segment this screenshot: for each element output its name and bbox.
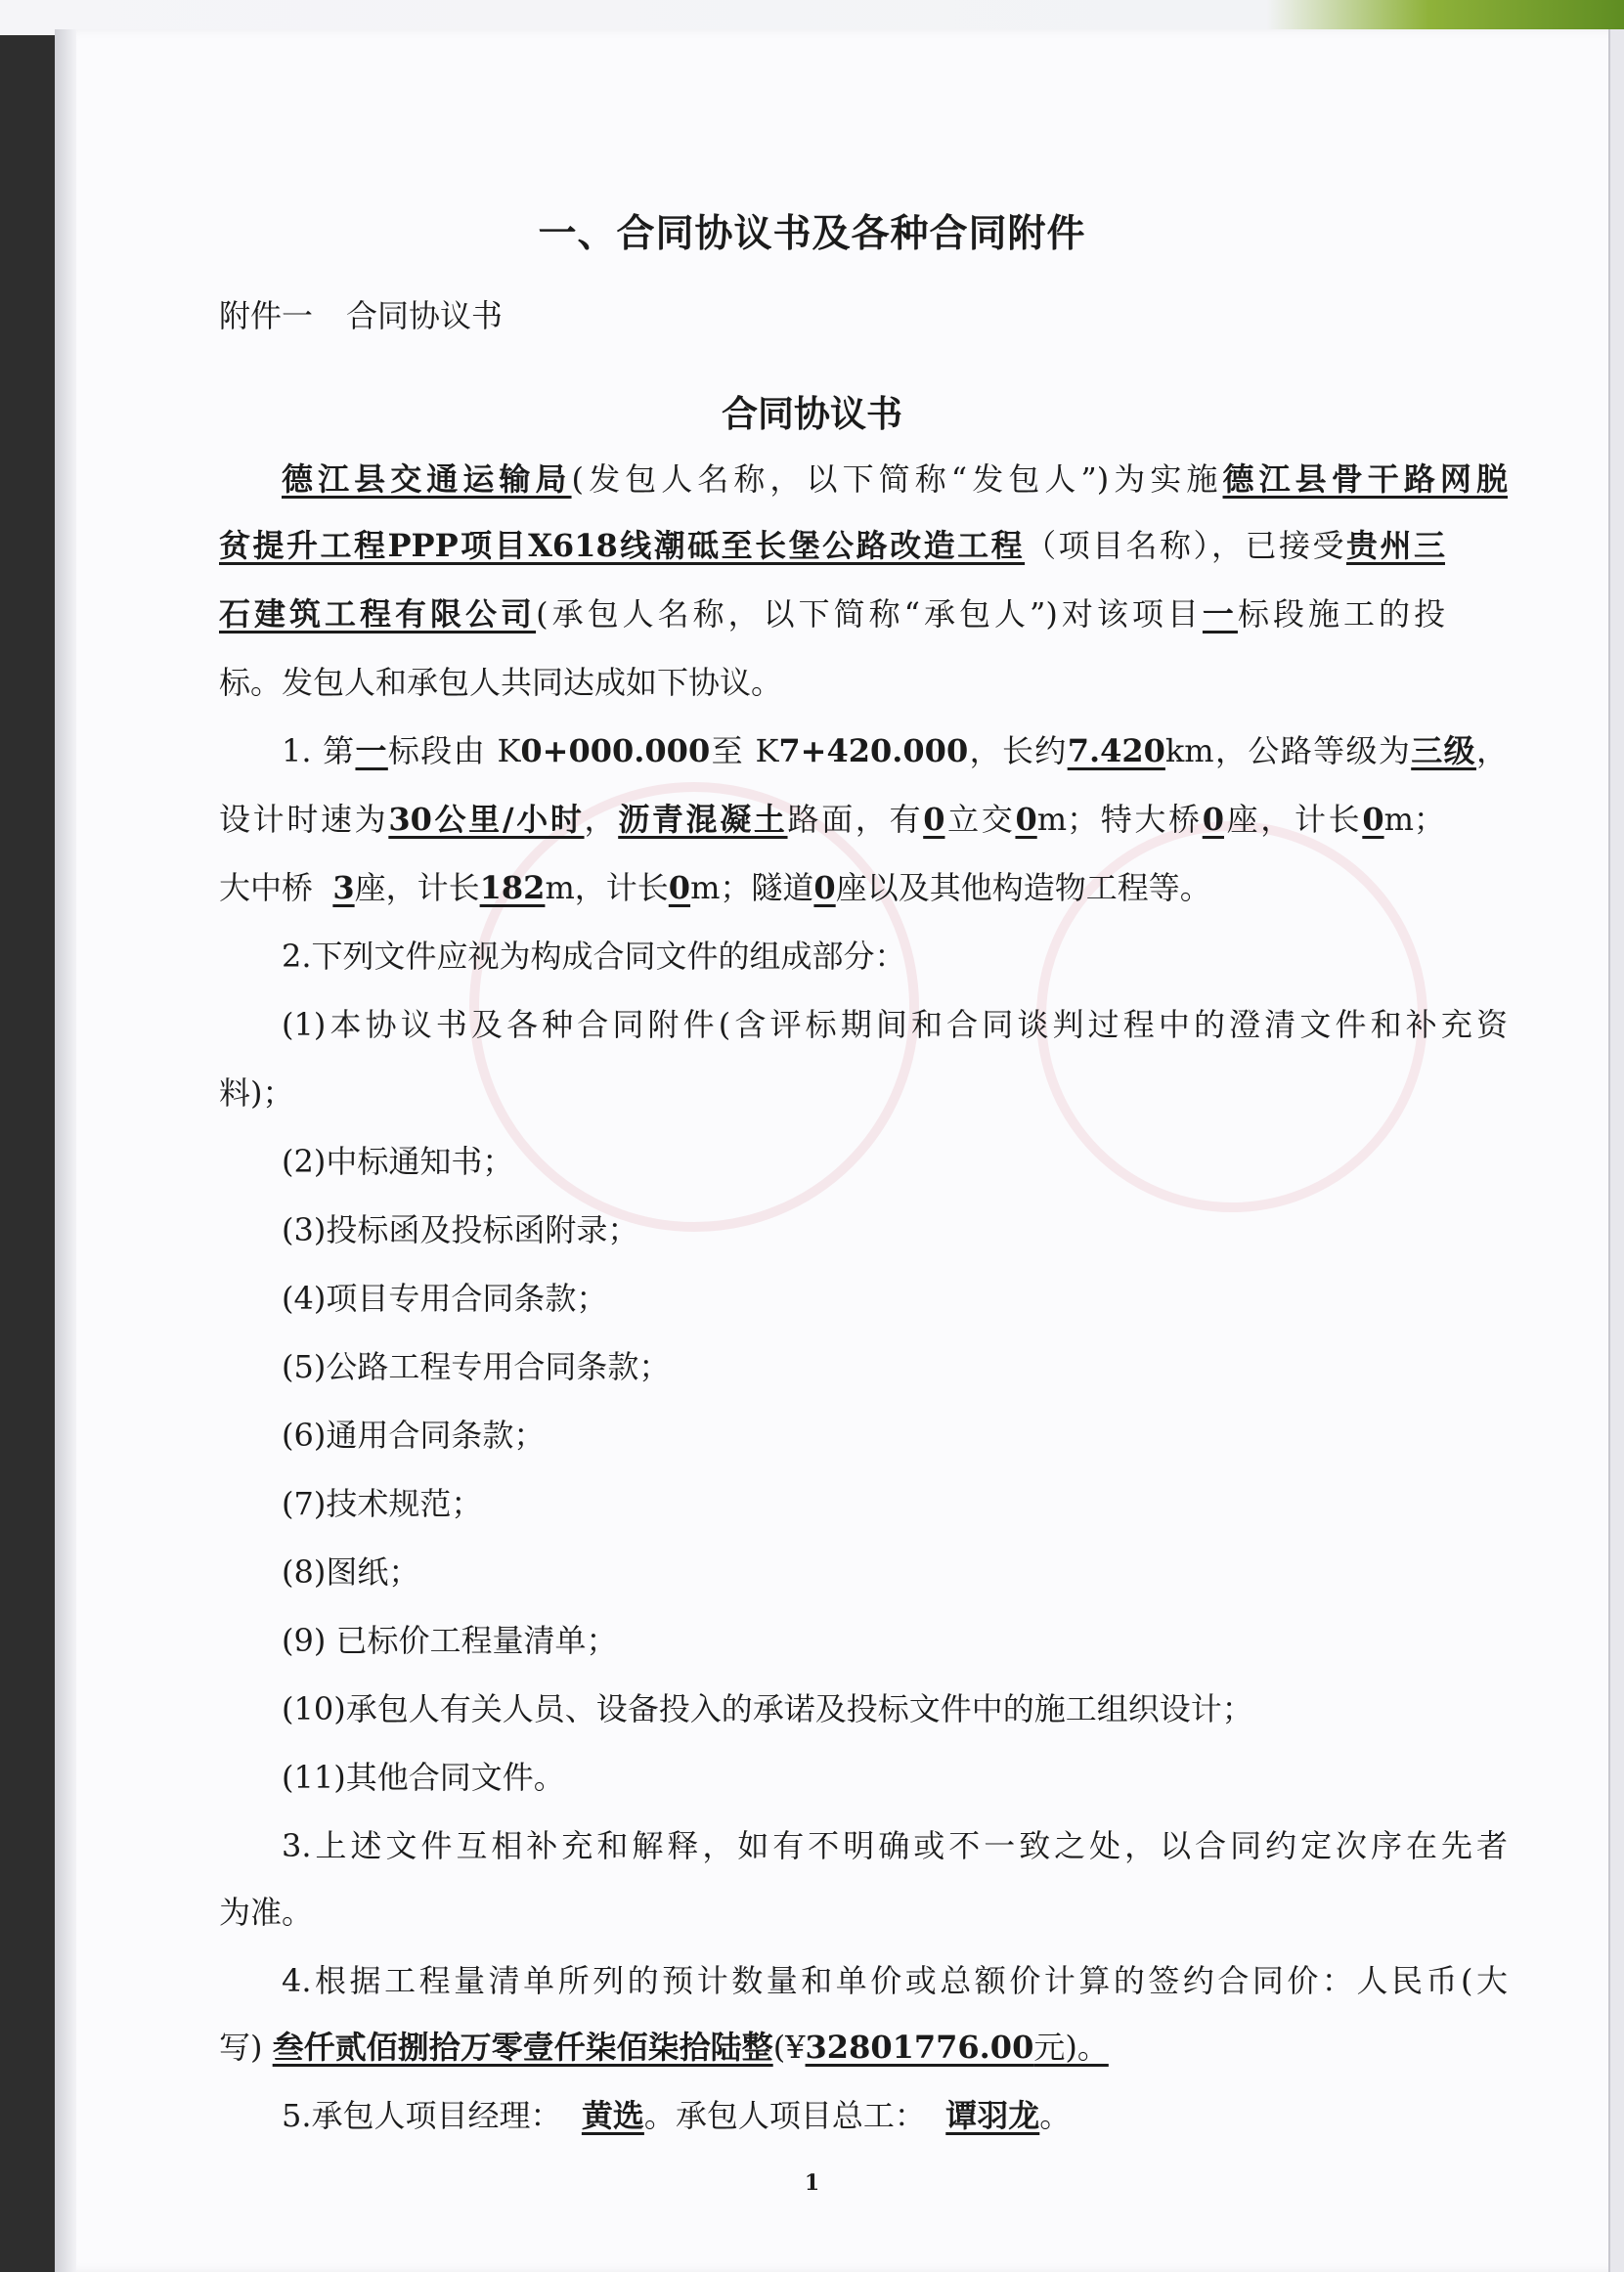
item-text: 标段由 K xyxy=(387,732,521,769)
item5-line xyxy=(219,2094,1508,2137)
item1-line-2 xyxy=(219,798,1445,841)
item-text: 写) xyxy=(219,2029,263,2066)
contract-doc-9: (9) 已标价工程量清单； xyxy=(282,1622,618,1659)
road-length: 7.420 xyxy=(1067,732,1165,769)
item4-line-2 xyxy=(219,2026,1445,2069)
item1-line-1 xyxy=(219,729,1508,772)
contract-doc-10: (10)承包人有关人员、设备投入的承诺及投标文件中的施工组织设计； xyxy=(282,1690,1253,1727)
end-chainage: 7+420.000 xyxy=(778,732,969,769)
contract-doc-4: (4)项目专用合同条款； xyxy=(282,1280,608,1317)
page-right-edge xyxy=(1608,29,1624,2272)
tunnel-count: 0 xyxy=(813,869,836,906)
contract-doc-3: (3)投标函及投标函附录； xyxy=(282,1211,639,1248)
item1-line-3 xyxy=(219,866,1445,909)
item-text: ， xyxy=(584,801,619,838)
item3-line-1: 3.上述文件互相补充和解释，如有不明确或不一致之处，以合同约定次序在先者 xyxy=(282,1827,1508,1864)
extra-large-bridge-count: 0 xyxy=(1202,801,1224,838)
item-text: 5.承包人项目经理： xyxy=(282,2097,562,2134)
item4-line-1: 4.根据工程量清单所列的预计数量和单价或总额价计算的签约合同价：人民币(大 xyxy=(282,1962,1508,1999)
intro-text: (发包人名称，以下简称“发包人”)为实施 xyxy=(571,460,1223,498)
contractor-name-part2: 石建筑工程有限公司 xyxy=(219,595,537,633)
item-text: m；隧道 xyxy=(690,869,814,906)
design-speed: 30公里/小时 xyxy=(388,801,585,838)
item-text: 设计时速为 xyxy=(219,801,389,838)
item-text: (¥ xyxy=(772,2029,806,2066)
item-text: 元)。 xyxy=(1033,2029,1109,2066)
contractor-name-part1: 贵州三 xyxy=(1346,527,1445,564)
contract-doc-2: (2)中标通知书； xyxy=(282,1143,514,1180)
other-length: 0 xyxy=(668,869,691,906)
item-text: 座，计长 xyxy=(354,869,480,906)
road-grade: 三级 xyxy=(1411,732,1476,769)
intro-text: （项目名称），已接受 xyxy=(1025,527,1346,564)
contract-price-words: 叁仟贰佰捌拾万零壹仟柒佰柒拾陆整 xyxy=(272,2029,773,2066)
intro-text: (承包人名称，以下简称“承包人”)对该项目 xyxy=(536,595,1203,633)
page-number: 1 xyxy=(804,2170,820,2196)
intro-line-1 xyxy=(219,458,1508,501)
chief-engineer-name: 谭羽龙 xyxy=(945,2097,1040,2134)
employer-name: 德江县交通运输局 xyxy=(282,460,572,498)
interchange-length: 0 xyxy=(1015,801,1037,838)
contract-doc-5: (5)公路工程专用合同条款； xyxy=(282,1348,671,1385)
project-name-part1: 德江县骨干路网脱 xyxy=(1222,460,1508,498)
project-name-part2: 贫提升工程PPP项目X618线潮砥至长堡公路改造工程 xyxy=(219,527,1026,564)
item-text: 大中桥 xyxy=(219,869,314,906)
contract-doc-8: (8)图纸； xyxy=(282,1553,420,1591)
annex-label: 附件一 xyxy=(219,297,314,334)
item-text: 座以及其他构造物工程等。 xyxy=(835,869,1211,906)
item-text: 。承包人项目总工： xyxy=(643,2097,926,2134)
contract-doc-1: (1)本协议书及各种合同附件(含评标期间和合同谈判过程中的澄清文件和补充资 xyxy=(282,1006,1508,1043)
item-text: 1. 第 xyxy=(282,732,356,769)
item-text: 立交 xyxy=(944,801,1016,838)
contract-doc-11: (11)其他合同文件。 xyxy=(282,1759,565,1796)
contract-price-amount: 32801776.00 xyxy=(805,2029,1034,2066)
item3-line-2: 为准。 xyxy=(219,1894,314,1931)
item-text: ， xyxy=(1475,732,1508,769)
agreement-subtitle: 合同协议书 xyxy=(722,392,902,435)
extra-large-bridge-length: 0 xyxy=(1362,801,1384,838)
intro-line-3 xyxy=(219,592,1445,635)
contract-doc-6: (6)通用合同条款； xyxy=(282,1417,546,1454)
section-number: 一 xyxy=(355,732,388,769)
start-chainage: 0+000.000 xyxy=(520,732,711,769)
item-text: m；特大桥 xyxy=(1036,801,1203,838)
contract-doc-1-cont: 料)； xyxy=(219,1074,294,1112)
item-text: 。 xyxy=(1039,2097,1072,2134)
section-number: 一 xyxy=(1202,595,1238,633)
intro-line-4: 标。发包人和承包人共同达成如下协议。 xyxy=(219,664,783,701)
item-text: 座，计长 xyxy=(1223,801,1363,838)
item2-heading: 2.下列文件应视为构成合同文件的组成部分： xyxy=(282,938,906,975)
document-title: 一、合同协议书及各种合同附件 xyxy=(538,211,1086,256)
item-text: km，公路等级为 xyxy=(1164,732,1412,769)
bridge-count: 3 xyxy=(332,869,355,906)
item-text: m； xyxy=(1383,801,1445,838)
annex-name: 合同协议书 xyxy=(346,297,504,334)
bridge-length: 182 xyxy=(479,869,546,906)
pavement-type: 沥青混凝土 xyxy=(618,801,788,838)
project-manager-name: 黄选 xyxy=(581,2097,644,2134)
page-binding-shadow xyxy=(55,29,76,2272)
item-text: 路面，有 xyxy=(787,801,924,838)
interchange-count: 0 xyxy=(923,801,945,838)
contract-doc-7: (7)技术规范； xyxy=(282,1485,483,1522)
item-text: m，计长 xyxy=(545,869,669,906)
annex-heading xyxy=(219,291,503,336)
item-text: 至 K xyxy=(710,732,779,769)
intro-line-2 xyxy=(219,524,1445,567)
item-text: ，长约 xyxy=(968,732,1068,769)
intro-text: 标段施工的投 xyxy=(1237,595,1445,633)
